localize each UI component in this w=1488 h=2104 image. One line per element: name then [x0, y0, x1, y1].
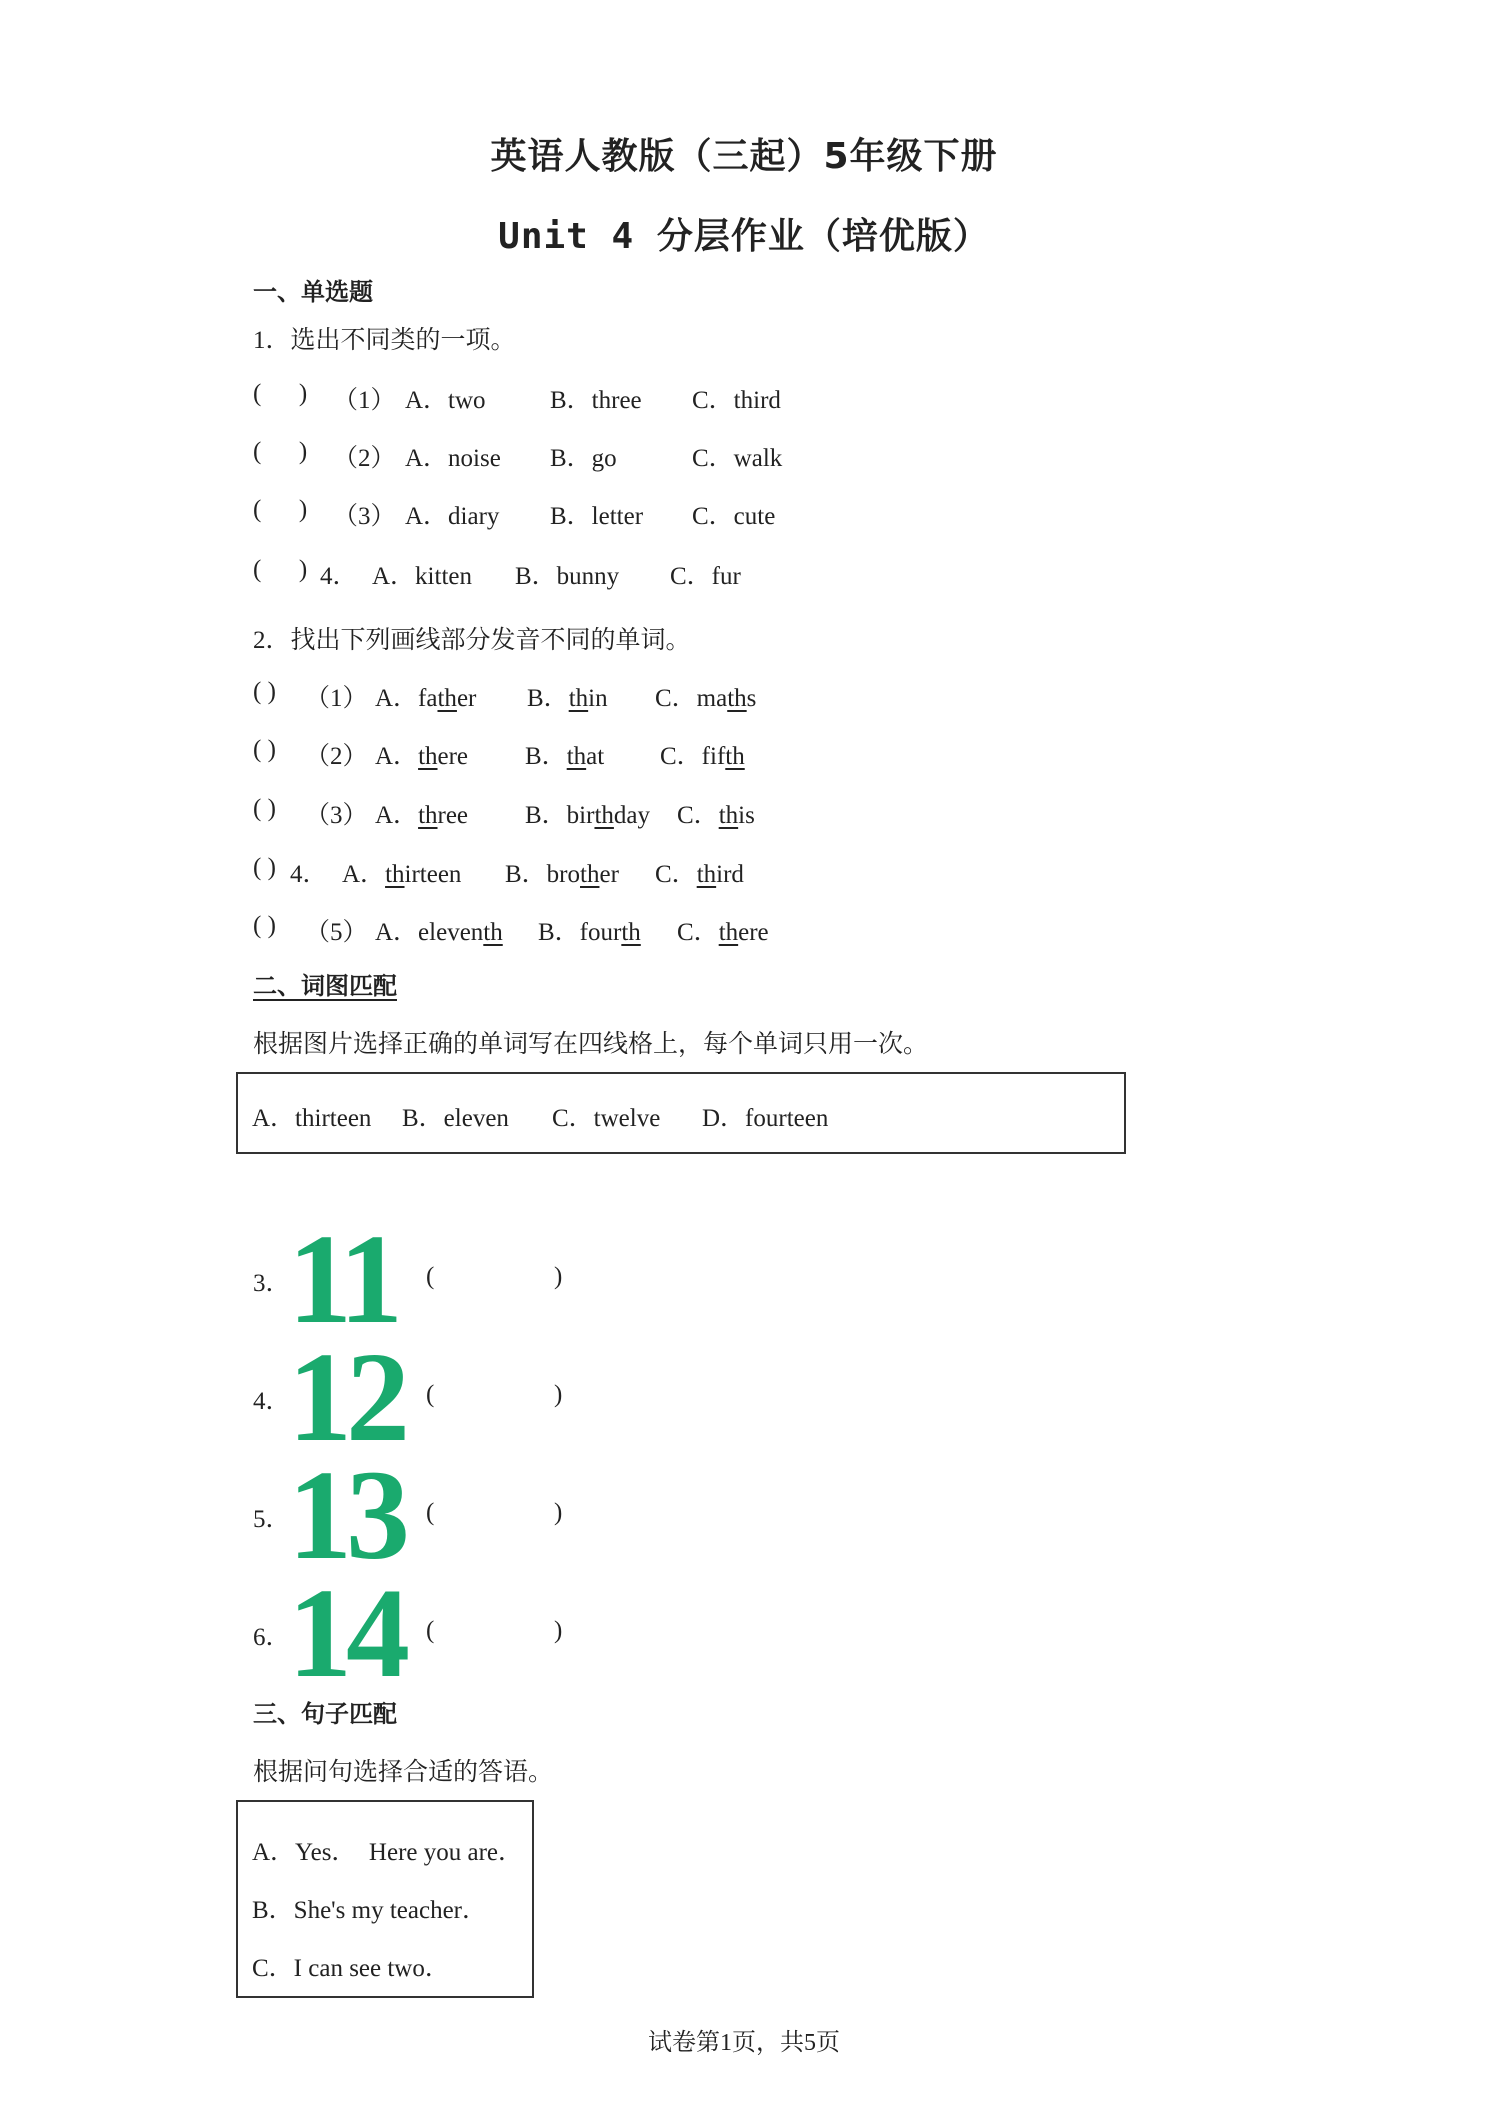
word-part: B．bro: [505, 861, 581, 888]
answer-option: B．She's my teacher．: [252, 1897, 488, 1924]
answer-blank[interactable]: ( ): [253, 496, 308, 523]
item-number: 4．: [290, 861, 328, 888]
option-c: [655, 678, 756, 714]
answer-blank-close: ): [554, 1381, 563, 1408]
number-image: 14: [288, 1562, 404, 1704]
word-part: in: [588, 685, 608, 712]
option-c: C．fur: [670, 563, 741, 590]
number-image: 12: [288, 1326, 404, 1468]
word-bank-option: A．thirteen: [252, 1105, 372, 1132]
item-number: （3）: [305, 802, 368, 829]
option-a: A．diary: [405, 503, 500, 530]
word-part: s: [746, 685, 757, 712]
option-b: [505, 854, 619, 890]
word-part: A．: [375, 802, 419, 829]
answer-blank[interactable]: ( ): [253, 912, 276, 939]
option-c: [677, 795, 755, 831]
answer-blank[interactable]: ( ): [253, 438, 308, 465]
word-part: B．: [527, 685, 569, 712]
answer-option: C．I can see two．: [252, 1955, 450, 1982]
option-a: [375, 795, 468, 831]
word-part: irteen: [404, 861, 462, 888]
answer-blank[interactable]: ( ): [253, 736, 276, 763]
word-part: A．fa: [375, 685, 438, 712]
word-part: er: [599, 861, 619, 888]
option-c: [660, 736, 745, 772]
word-part: is: [738, 802, 755, 829]
section-heading-1: 一、单选题: [253, 278, 373, 306]
answer-blank-close: ): [554, 1499, 563, 1526]
item-number: （3）: [333, 503, 396, 530]
answer-options-box: [236, 1800, 534, 1998]
word-part: at: [586, 743, 605, 770]
answer-blank[interactable]: ( ): [253, 854, 276, 881]
item-number: 4．: [253, 1388, 291, 1415]
word-part: ere: [738, 919, 769, 946]
item-number: （5）: [305, 919, 368, 946]
answer-blank-open[interactable]: (: [426, 1499, 435, 1526]
document-title: 英语人教版（三起）5年级下册: [490, 136, 998, 177]
underlined-letters: th: [594, 802, 614, 829]
word-part: B．bir: [525, 802, 595, 829]
section-2-instruction: 根据图片选择正确的单词写在四线格上，每个单词只用一次。: [253, 1031, 929, 1058]
section-heading-2: 二、词图匹配: [253, 972, 397, 1000]
answer-blank-close: ): [554, 1263, 563, 1290]
item-number: 6．: [253, 1624, 291, 1651]
word-bank-option: C．twelve: [552, 1105, 661, 1132]
underlined-letters: th: [437, 685, 457, 712]
word-part: day: [613, 802, 651, 829]
word-bank-option: D．fourteen: [702, 1105, 829, 1132]
question-2-prompt: 2．找出下列画线部分发音不同的单词。: [253, 627, 691, 654]
option-c: C．walk: [692, 445, 783, 472]
option-b: [527, 678, 608, 714]
underlined-letters: th: [727, 685, 747, 712]
item-number: 4．: [320, 563, 358, 590]
word-part: er: [456, 685, 477, 712]
answer-blank-close: ): [554, 1617, 563, 1644]
word-part: C．: [655, 861, 697, 888]
document-subtitle: Unit 4 分层作业（培优版）: [498, 216, 990, 257]
item-number: （2）: [333, 445, 396, 472]
answer-blank[interactable]: ( ): [253, 678, 276, 705]
question-1-prompt: 1．选出不同类的一项。: [253, 327, 516, 354]
item-number: （2）: [305, 743, 368, 770]
option-c: C．cute: [692, 503, 776, 530]
option-b: [525, 736, 604, 772]
underlined-letters: th: [725, 743, 745, 770]
word-part: C．: [677, 919, 719, 946]
word-bank-box: [236, 1072, 1126, 1154]
option-c: [677, 912, 769, 948]
answer-blank[interactable]: ( ): [253, 556, 308, 583]
option-a: A．kitten: [372, 563, 472, 590]
word-part: C．ma: [655, 685, 728, 712]
option-a: [375, 912, 503, 948]
option-b: B．go: [550, 445, 617, 472]
option-b: [538, 912, 641, 948]
word-part: C．: [677, 802, 719, 829]
word-part: ere: [437, 743, 469, 770]
answer-blank-open[interactable]: (: [426, 1263, 435, 1290]
underlined-letters: th: [696, 861, 717, 888]
option-a: A．noise: [405, 445, 501, 472]
option-b: [525, 795, 650, 831]
underlined-letters: th: [568, 685, 589, 712]
item-number: （1）: [305, 685, 368, 712]
section-heading-3: 三、句子匹配: [253, 1700, 397, 1728]
option-a: [375, 736, 468, 772]
option-c: [655, 854, 744, 890]
item-number: 3．: [253, 1270, 291, 1297]
word-part: A．eleven: [375, 919, 484, 946]
option-b: B．three: [550, 387, 642, 414]
word-part: A．: [375, 743, 419, 770]
underlined-letters: th: [418, 743, 438, 770]
option-a: A．two: [405, 387, 486, 414]
underlined-letters: th: [718, 802, 739, 829]
word-part: C．fif: [660, 743, 726, 770]
number-image: 13: [288, 1444, 404, 1586]
word-part: A．: [342, 861, 386, 888]
underlined-letters: th: [385, 861, 405, 888]
answer-option: A．Yes． Here you are．: [252, 1839, 524, 1866]
answer-blank-open[interactable]: (: [426, 1381, 435, 1408]
answer-blank[interactable]: ( ): [253, 795, 276, 822]
word-part: B．: [525, 743, 567, 770]
option-a: [375, 678, 476, 714]
section-3-instruction: 根据问句选择合适的答语。: [253, 1759, 554, 1786]
page-footer: 试卷第1页，共5页: [648, 2030, 840, 2056]
underlined-letters: th: [580, 861, 600, 888]
word-part: B．four: [538, 919, 622, 946]
option-a: [342, 854, 461, 890]
answer-blank-open[interactable]: (: [426, 1617, 435, 1644]
underlined-letters: th: [718, 919, 739, 946]
word-bank-option: B．eleven: [402, 1105, 509, 1132]
word-part: ird: [716, 861, 744, 888]
underlined-letters: th: [418, 802, 438, 829]
item-number: 5．: [253, 1506, 291, 1533]
option-b: B．letter: [550, 503, 644, 530]
underlined-letters: th: [483, 919, 503, 946]
underlined-letters: th: [566, 743, 587, 770]
answer-blank[interactable]: ( ): [253, 380, 308, 407]
number-image: 11: [288, 1208, 397, 1350]
word-part: ree: [437, 802, 469, 829]
option-c: C．third: [692, 387, 781, 414]
underlined-letters: th: [621, 919, 641, 946]
option-b: B．bunny: [515, 563, 620, 590]
item-number: （1）: [333, 387, 396, 414]
